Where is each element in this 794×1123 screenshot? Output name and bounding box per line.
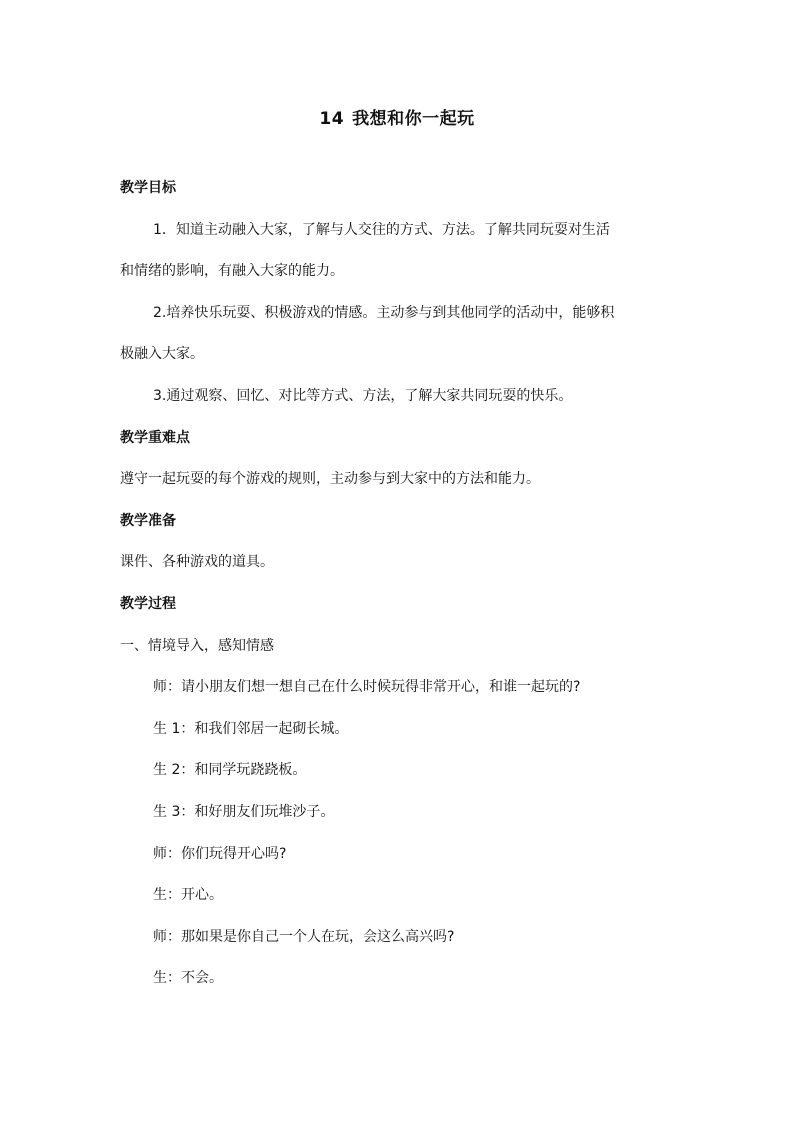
lesson-title: 我想和你一起玩 [352, 109, 475, 129]
lesson-number: 14 [319, 109, 345, 129]
dialogue-line: 师：请小朋友们想一想自己在什么时候玩得非常开心，和谁一起玩的? [153, 679, 581, 696]
section-heading-preparation: 教学准备 [120, 512, 176, 529]
subsection-heading: 一、情境导入，感知情感 [120, 637, 274, 654]
paragraph-line: 1．知道主动融入大家，了解与人交往的方式、方法。了解共同玩耍对生活 [153, 221, 610, 238]
dialogue-line: 生 3：和好朋友们玩堆沙子。 [153, 803, 335, 820]
dialogue-line: 生：开心。 [153, 887, 223, 904]
section-heading-key-points: 教学重难点 [120, 429, 190, 446]
paragraph-line: 2.培养快乐玩耍、积极游戏的情感。主动参与到其他同学的活动中，能够积 [153, 304, 615, 321]
paragraph-line: 极融入大家。 [120, 346, 204, 363]
paragraph-line: 遵守一起玩耍的每个游戏的规则，主动参与到大家中的方法和能力。 [120, 471, 540, 488]
dialogue-line: 师：那如果是你自己一个人在玩，会这么高兴吗? [153, 928, 455, 945]
dialogue-line: 生 1：和我们邻居一起砌长城。 [153, 720, 349, 737]
page-title [0, 104, 794, 129]
paragraph-line: 和情绪的影响，有融入大家的能力。 [120, 263, 344, 280]
paragraph-line: 3.通过观察、回忆、对比等方式、方法，了解大家共同玩耍的快乐。 [153, 387, 573, 404]
document-body [120, 178, 680, 1010]
section-heading-process: 教学过程 [120, 595, 176, 612]
dialogue-line: 生：不会。 [153, 970, 223, 987]
dialogue-line: 生 2：和同学玩跷跷板。 [153, 762, 307, 779]
paragraph-line: 课件、各种游戏的道具。 [120, 554, 274, 571]
dialogue-line: 师：你们玩得开心吗? [153, 845, 287, 862]
section-heading-objectives: 教学目标 [120, 180, 176, 196]
